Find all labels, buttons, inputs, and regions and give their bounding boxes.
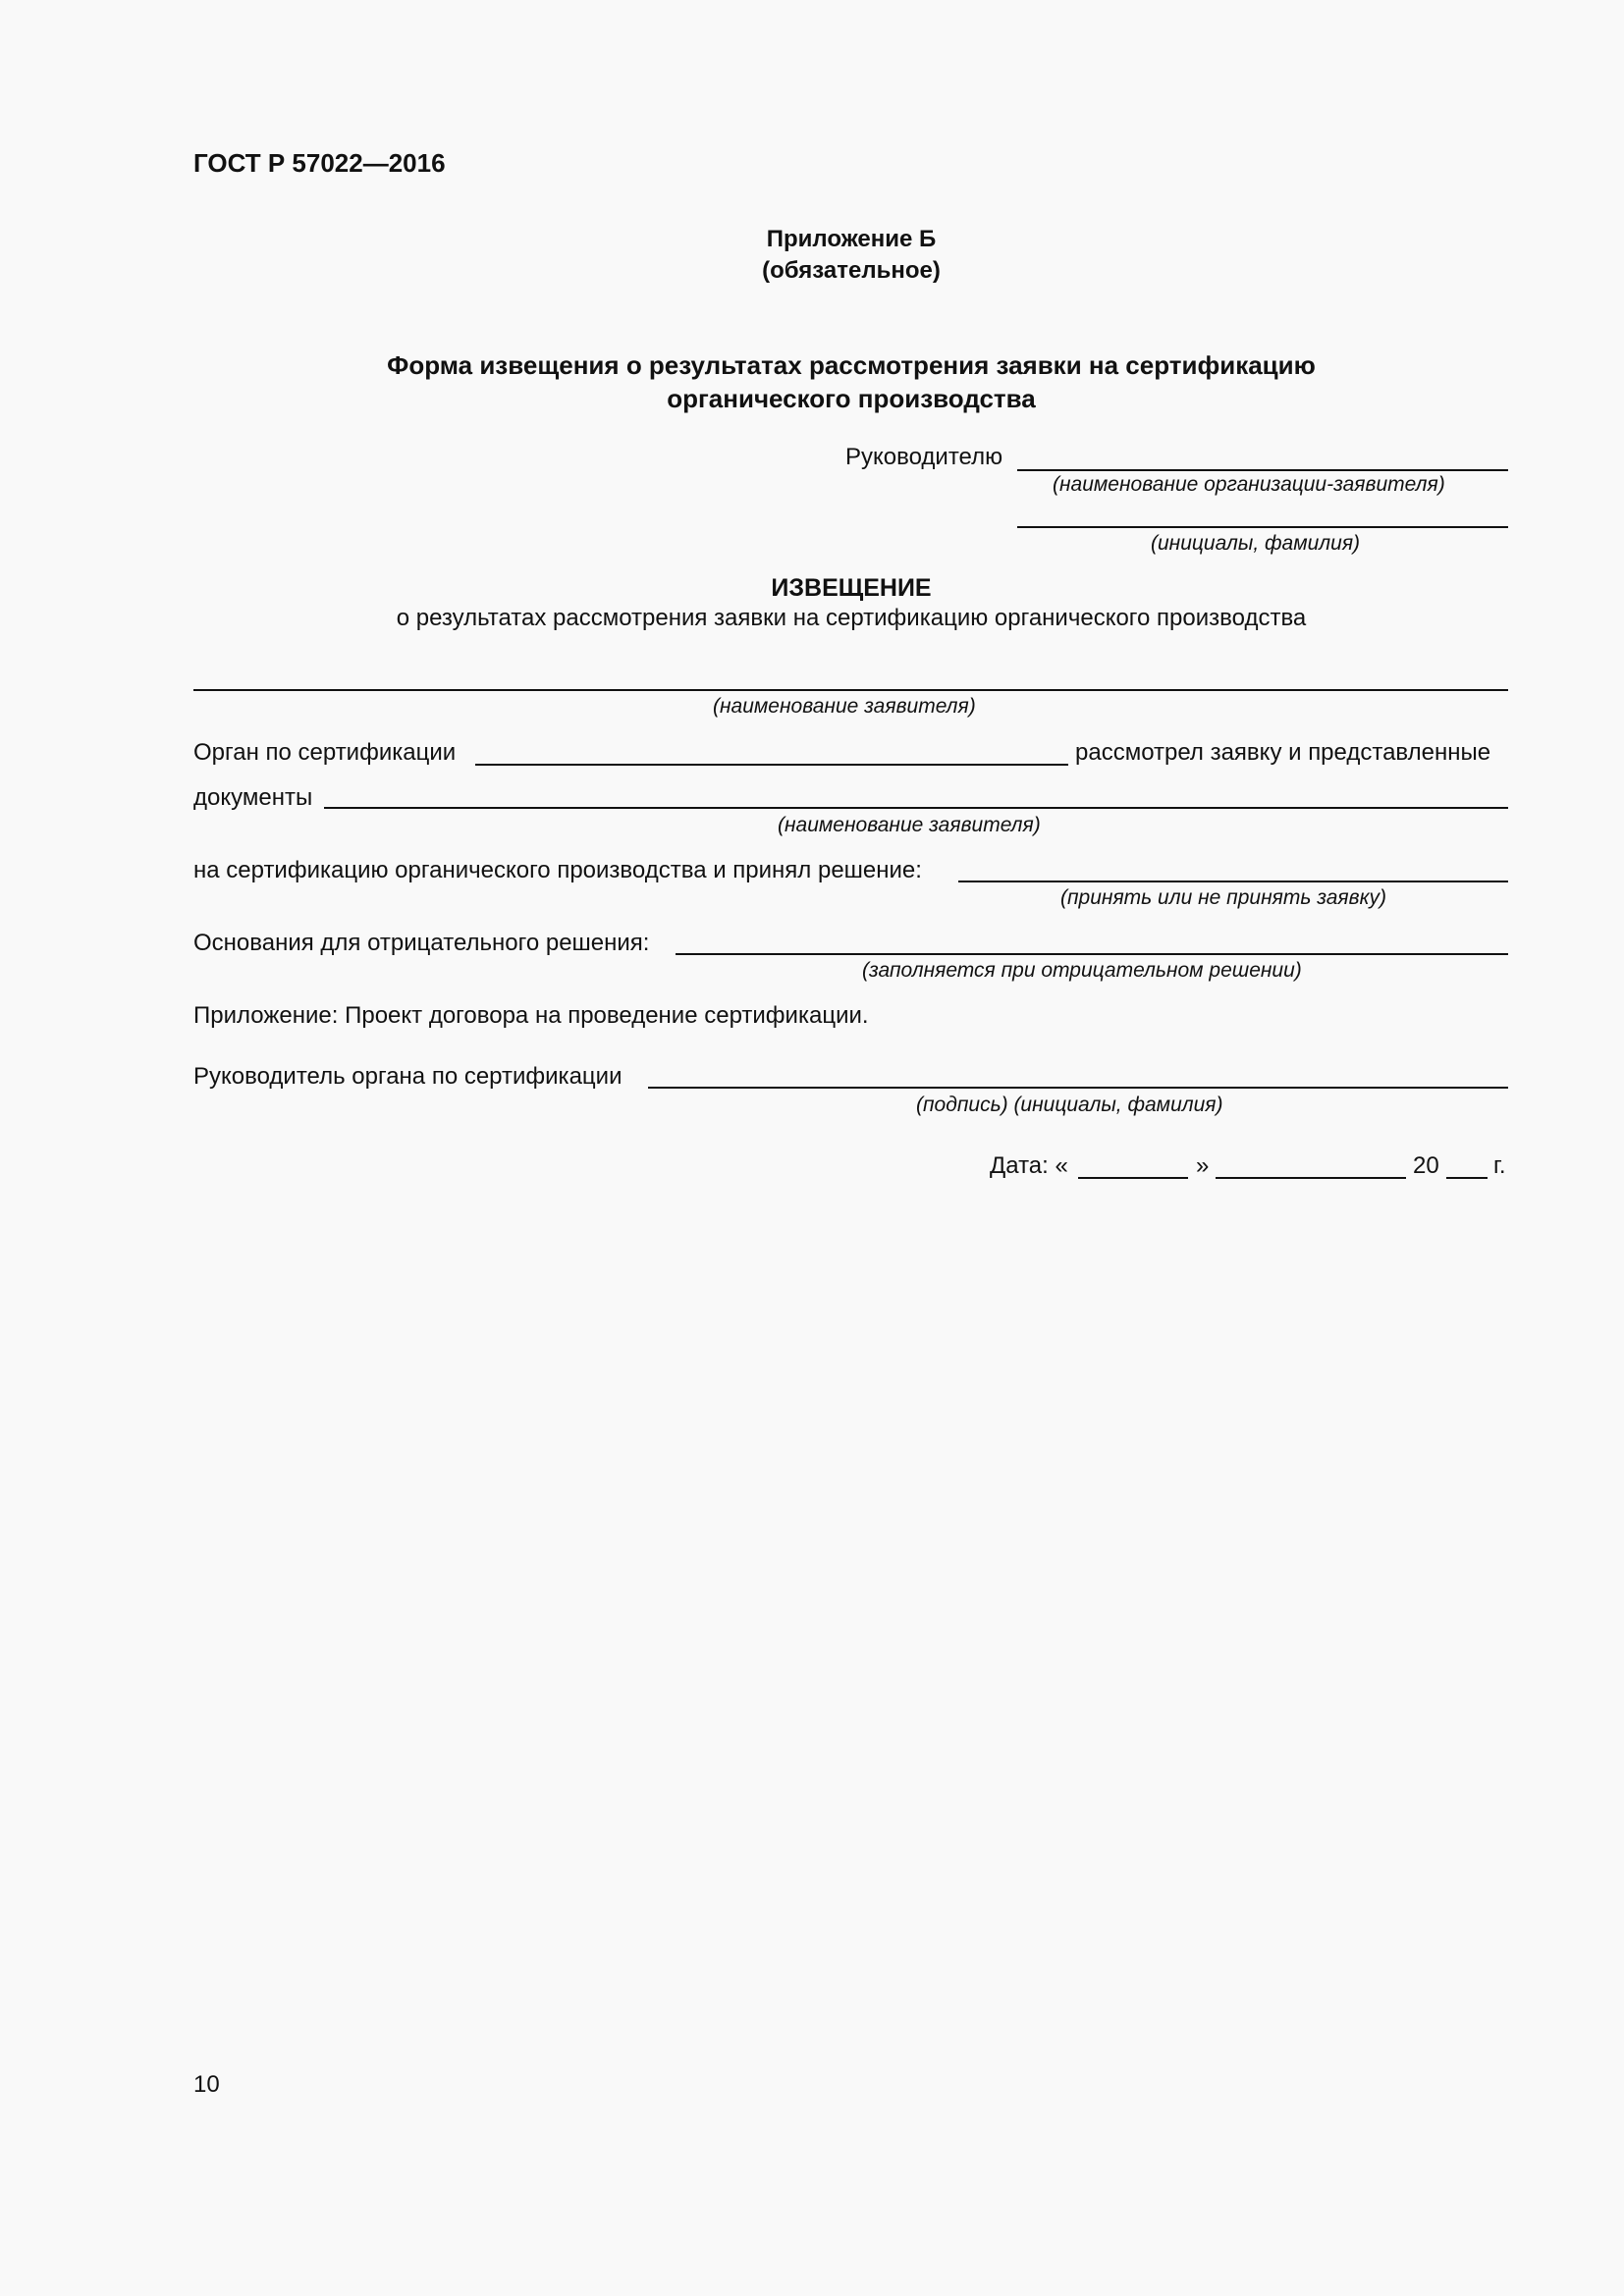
addressee-org-caption: (наименование организации-заявителя) [1053, 473, 1445, 496]
standard-code: ГОСТ Р 57022—2016 [193, 148, 446, 178]
applicant-caption-2: (наименование заявителя) [778, 814, 1041, 836]
addressee-name-field[interactable] [1017, 526, 1508, 528]
head-label: Руководитель органа по сертификации [193, 1063, 623, 1090]
documents-label: документы [193, 784, 313, 811]
head-signature-field[interactable] [648, 1087, 1508, 1089]
appendix-title: Приложение Б [766, 226, 937, 252]
decision-caption: (принять или не принять заявку) [1060, 886, 1387, 909]
addressee-org-field[interactable] [1017, 469, 1508, 471]
organ-label: Орган по сертификации [193, 739, 457, 766]
reasons-caption: (заполняется при отрицательном решении) [862, 959, 1302, 982]
appendix-status: (обязательное) [762, 257, 941, 284]
date-close-quote: » [1196, 1152, 1210, 1179]
date-year-prefix: 20 [1413, 1152, 1439, 1179]
date-month-field[interactable] [1216, 1177, 1406, 1179]
attachment-text: Приложение: Проект договора на проведение сертификации. [193, 1002, 869, 1029]
date-year-suffix: г. [1493, 1152, 1506, 1179]
date-label: Дата: « [990, 1152, 1068, 1179]
decision-label: на сертификацию органического производства и принял решение: [193, 857, 922, 883]
form-title-line2: органического производства [667, 384, 1036, 413]
applicant-caption-1: (наименование заявителя) [713, 695, 976, 718]
organ-name-field[interactable] [475, 764, 1068, 766]
date-year-field[interactable] [1446, 1177, 1488, 1179]
date-day-field[interactable] [1078, 1177, 1188, 1179]
addressee-name-caption: (инициалы, фамилия) [1151, 532, 1361, 555]
form-title-line1: Форма извещения о результатах рассмотрения заявки на сертификацию [387, 350, 1316, 380]
reasons-field[interactable] [676, 953, 1508, 955]
signature-caption: (подпись) (инициалы, фамилия) [916, 1094, 1223, 1116]
addressee-label: Руководителю [845, 444, 1003, 470]
decision-field[interactable] [958, 881, 1508, 882]
documents-field[interactable] [324, 807, 1508, 809]
notice-subheading: о результатах рассмотрения заявки на сертификацию органического производства [396, 605, 1307, 631]
organ-tail-text: рассмотрел заявку и представленные [1075, 739, 1491, 766]
page-number: 10 [193, 2071, 220, 2098]
notice-heading: ИЗВЕЩЕНИЕ [771, 574, 932, 602]
applicant-name-field[interactable] [193, 689, 1508, 691]
reasons-label: Основания для отрицательного решения: [193, 930, 650, 956]
